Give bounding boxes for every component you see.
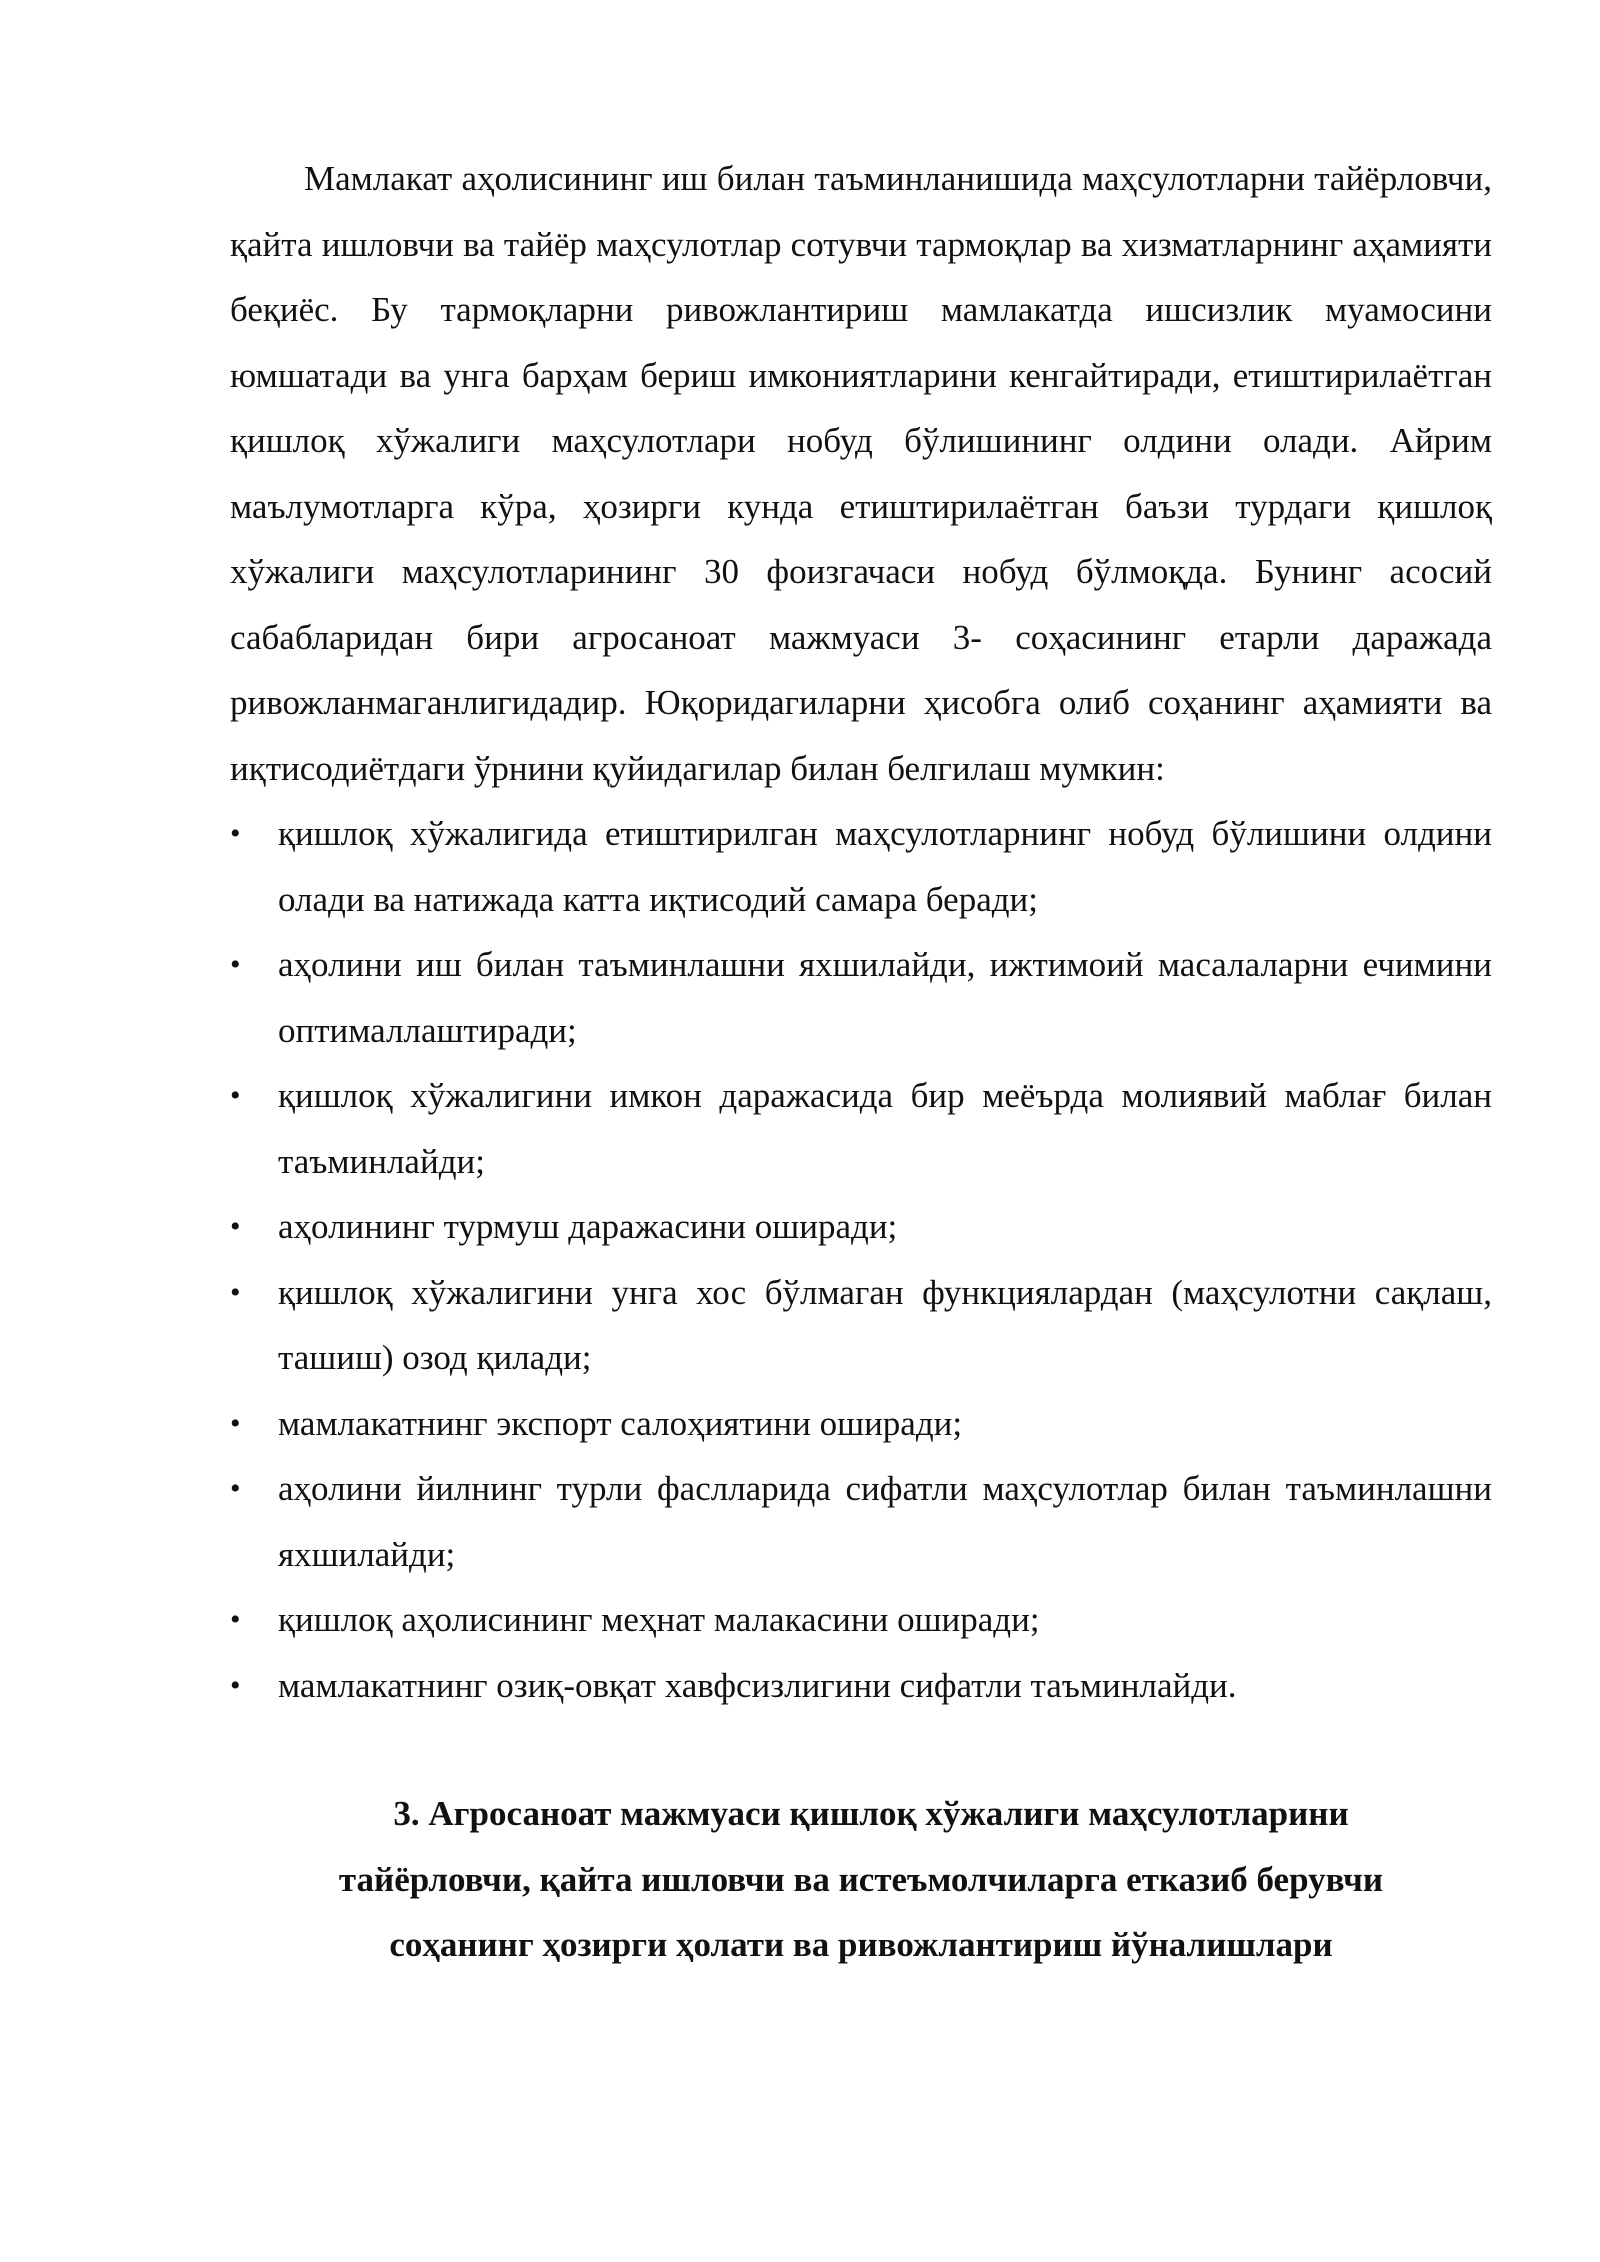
section-heading-line: тайёрловчи, қайта ишловчи ва истеъмолчиларга етказиб берувчи: [338, 1859, 1384, 1899]
list-item-text: қишлоқ хўжалигида етиштирилган маҳсулотларнинг нобуд бўлишини олдини олади ва натижада катта иқтисодий самара беради;: [278, 814, 1492, 919]
bullet-icon: •: [230, 817, 241, 850]
bullet-icon: •: [230, 1668, 241, 1702]
list-item-text: аҳолининг турмуш даражасини оширади;: [278, 1207, 898, 1246]
list-item-text: мамлакатнинг экспорт салоҳиятини оширади;: [278, 1403, 963, 1443]
section-heading: [230, 1781, 1492, 1978]
list-item: [230, 1653, 1492, 1719]
list-item: [230, 1456, 1492, 1587]
list-item: [230, 1587, 1492, 1653]
document-page: [230, 146, 1492, 1978]
list-item-text: аҳолини йилнинг турли фаслларида сифатли маҳсулотлар билан таъминлашни яхшилайди;: [278, 1469, 1492, 1574]
bullet-icon: •: [230, 948, 241, 981]
list-item: [230, 1391, 1492, 1457]
section-heading-line: 3. Агросаноат мажмуаси қишлоқ хўжалиги маҳсулотларини: [393, 1794, 1349, 1833]
bullet-icon: •: [230, 1210, 241, 1243]
bullet-icon: •: [230, 1603, 241, 1636]
list-item: [230, 1194, 1492, 1260]
list-item: [230, 1260, 1492, 1391]
list-item-text: аҳолини иш билан таъминлашни яхшилайди, ижтимоий масалаларни ечимини оптималлаштиради;: [278, 945, 1492, 1050]
list-item-text: мамлакатнинг озиқ-овқат хавфсизлигини сифатли таъминлайди.: [278, 1665, 1237, 1705]
section-heading-line: соҳанинг ҳозирги ҳолати ва ривожлантириш йўналишлари: [389, 1925, 1333, 1964]
intro-paragraph: Мамлакат аҳолисининг иш билан таъминланишида маҳсулотларни тайёрловчи, қайта ишловчи ва тайёр маҳсулотлар сотувчи тармоқлар ва хизматларнинг аҳамияти беқиёс. Бу тармоқларни ривожлантириш мамлакатда ишсизлик муамосини юмшатади ва унга барҳам бериш имкониятларини кенгайтиради, етиштирилаётган қишлоқ хўжалиги маҳсулотлари нобуд бўлишининг олдини олади. Айрим маълумотларга кўра, ҳозирги кунда етиштирилаётган баъзи турдаги қишлоқ хўжалиги маҳсулотларининг 30 фоизгачаси нобуд бўлмоқда. Бунинг асосий сабабларидан бири агросаноат мажмуаси 3- соҳасининг етарли даражада ривожланмаганлигидадир. Юқоридагиларни ҳисобга олиб соҳанинг аҳамияти ва иқтисодиётдаги ўрнини қуйидагилар билан белгилаш мумкин:: [230, 159, 1492, 788]
bullet-icon: •: [230, 1079, 241, 1112]
list-item: [230, 801, 1492, 932]
list-item-text: қишлоқ хўжалигини имкон даражасида бир меёърда молиявий маблағ билан таъминлайди;: [278, 1076, 1492, 1181]
bullet-list: [230, 801, 1492, 1718]
bullet-icon: •: [230, 1275, 241, 1309]
list-item: [230, 1063, 1492, 1194]
list-item: [230, 932, 1492, 1063]
bullet-icon: •: [230, 1406, 241, 1440]
list-item-text: қишлоқ хўжалигини унга хос бўлмаган функциялардан (маҳсулотни сақлаш, ташиш) озод қилади;: [278, 1272, 1492, 1377]
bullet-icon: •: [230, 1472, 241, 1505]
list-item-text: қишлоқ аҳолисининг меҳнат малакасини оширади;: [278, 1600, 1040, 1639]
